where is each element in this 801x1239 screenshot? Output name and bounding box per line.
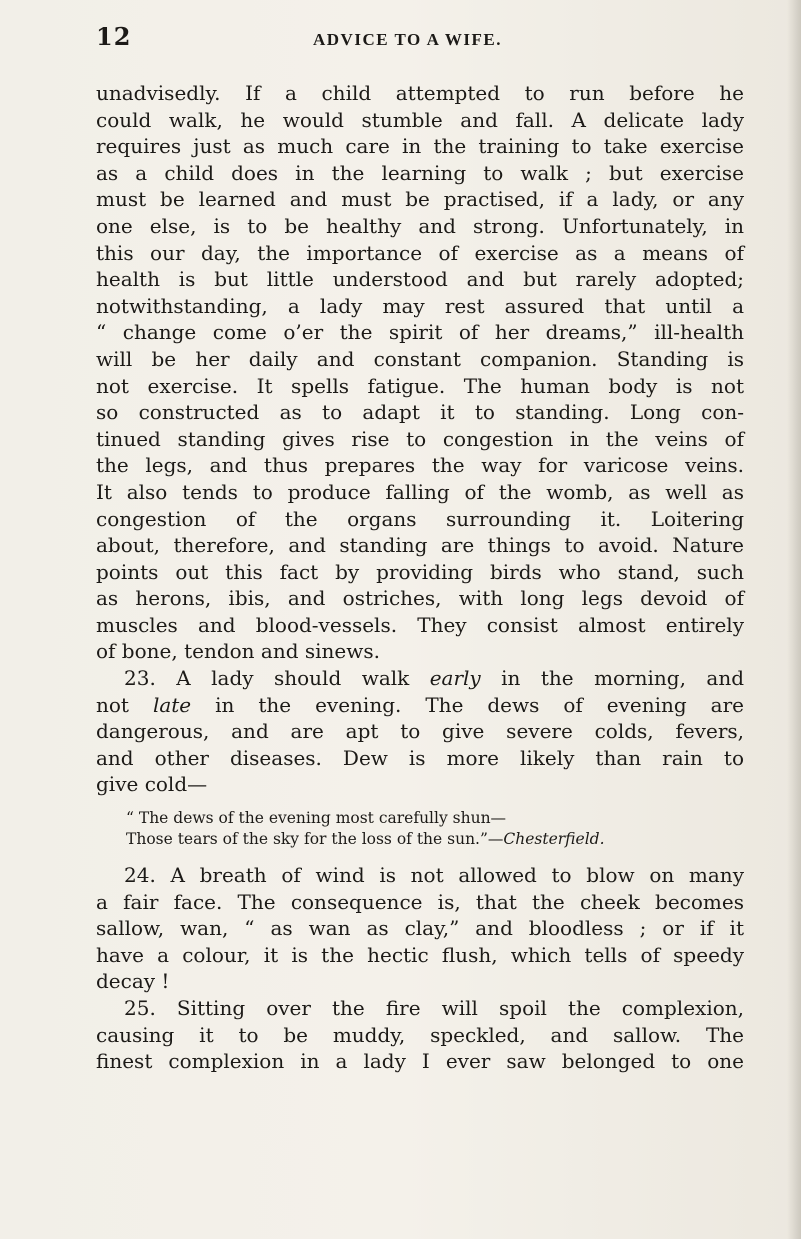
text-line: muscles and blood-vessels. They consist almost entirely <box>96 612 744 637</box>
text-run: 23. A lady should walk <box>124 666 430 691</box>
text-run: Those tears of the sky for the loss of the sun.”— <box>126 830 504 849</box>
text-line: will be her daily and constant companion. Standing is <box>96 346 744 371</box>
text-line: 24. A breath of wind is not allowed to blow on many <box>124 863 744 888</box>
text-line: a fair face. The consequence is, that the cheek becomes <box>96 889 744 914</box>
quote-line: “ The dews of the evening most carefully shun— <box>126 809 507 828</box>
running-head <box>96 22 746 58</box>
text-line: sallow, wan, “ as wan as clay,” and bloodless ; or if it <box>96 916 744 941</box>
quote-line <box>126 829 744 850</box>
verse-quotation <box>96 808 744 850</box>
paragraph-continued <box>96 80 744 665</box>
text-line: this our day, the importance of exercise as a means of <box>96 240 744 265</box>
text-line: causing it to be muddy, speckled, and sallow. The <box>96 1022 744 1047</box>
text-line: points out this fact by providing birds who stand, such <box>96 559 744 584</box>
text-line: must be learned and must be practised, if a lady, or any <box>96 187 744 212</box>
text-line: give cold— <box>96 772 208 797</box>
text-line: finest complexion in a lady I ever saw belonged to one <box>96 1049 744 1074</box>
quote-attribution: Chesterfield. <box>503 830 605 849</box>
page-edge-shadow <box>787 0 801 1239</box>
text-line: health is but little understood and but rarely adopted; <box>96 267 744 292</box>
text-line: could walk, he would stumble and fall. A delicate lady <box>96 107 744 132</box>
running-title: ADVICE TO A WIFE. <box>313 30 502 49</box>
text-line: as a child does in the learning to walk ; but exercise <box>96 160 744 185</box>
text-line: dangerous, and are apt to give severe colds, fevers, <box>96 719 744 744</box>
text-line: unadvisedly. If a child attempted to run before he <box>96 81 744 105</box>
text-line: of bone, tendon and sinews. <box>96 639 380 664</box>
page-number: 12 <box>96 22 132 51</box>
paragraph-24 <box>96 862 744 995</box>
text-run: in the evening. The dews of evening are <box>191 692 744 717</box>
text-line: congestion of the organs surrounding it. Loitering <box>96 506 744 531</box>
text-line: It also tends to produce falling of the womb, as well as <box>96 479 744 504</box>
emphasis-late: late <box>152 692 192 717</box>
text-line: requires just as much care in the training to take exercise <box>96 134 744 159</box>
text-line: one else, is to be healthy and strong. Unfortunately, in <box>96 213 744 238</box>
text-line: not exercise. It spells fatigue. The human body is not <box>96 373 744 398</box>
text-line: decay ! <box>96 969 170 994</box>
text-line <box>96 665 744 692</box>
text-run: not <box>96 692 153 717</box>
text-line: the legs, and thus prepares the way for varicose veins. <box>96 453 744 478</box>
text-line: about, therefore, and standing are things to avoid. Nature <box>96 533 744 558</box>
text-line: so constructed as to adapt it to standing. Long con- <box>96 400 744 425</box>
emphasis-early: early <box>429 666 481 691</box>
text-line: 25. Sitting over the fire will spoil the complexion, <box>124 996 744 1020</box>
text-line: as herons, ibis, and ostriches, with long legs devoid of <box>96 586 744 611</box>
text-run: in the morning, and <box>480 666 744 691</box>
body-text <box>96 80 744 1075</box>
text-line: “ change come o’er the spirit of her dreams,” ill-health <box>96 320 744 345</box>
text-line: have a colour, it is the hectic flush, which tells of speedy <box>96 942 744 967</box>
text-line: tinued standing gives rise to congestion in the veins of <box>96 426 744 451</box>
paragraph-25 <box>96 995 744 1075</box>
text-line <box>96 692 744 719</box>
paragraph-23 <box>96 665 744 798</box>
text-line: notwithstanding, a lady may rest assured that until a <box>96 293 744 318</box>
text-line: and other diseases. Dew is more likely than rain to <box>96 745 744 770</box>
